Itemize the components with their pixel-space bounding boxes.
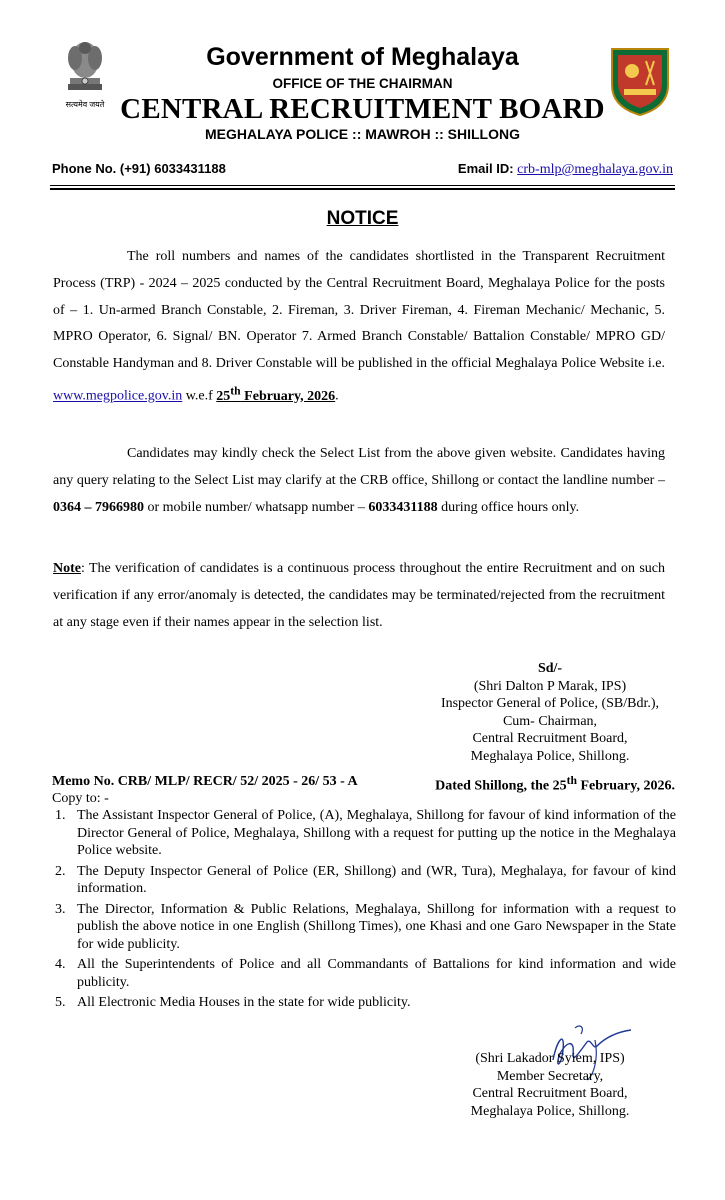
copy-item-number: 1.: [55, 808, 66, 823]
copy-item-number: 5.: [55, 995, 66, 1010]
email-label: Email ID:: [457, 161, 518, 176]
ashoka-emblem-icon: [60, 36, 110, 98]
memo-date-prefix: Dated Shillong, the 25: [435, 778, 567, 794]
note-paragraph: [53, 556, 665, 636]
signatory1-designation: Inspector General of Police, (SB/Bdr.),: [440, 696, 660, 711]
landline-number: 0364 – 7966980: [53, 499, 144, 515]
sd-mark: Sd/-: [537, 661, 563, 676]
copy-item-number: 4.: [55, 957, 66, 972]
copy-item: [52, 863, 676, 898]
signatory1-role: Cum- Chairman,: [502, 713, 598, 729]
signatory2-designation: Member Secretary,: [496, 1068, 604, 1084]
notice-paragraph-2: [53, 441, 665, 521]
memo-date-suffix: February, 2026.: [577, 778, 675, 794]
copy-to-label: Copy to: -: [52, 791, 109, 806]
signatory1-org: Central Recruitment Board,: [472, 731, 628, 746]
signatory-member-secretary: [420, 1050, 680, 1120]
header-divider: [50, 185, 675, 186]
mobile-number: 6033431188: [368, 499, 438, 515]
police-badge-icon: [608, 45, 672, 117]
email-link[interactable]: crb-mlp@meghalaya.gov.in: [517, 162, 673, 177]
copy-item-text: All the Superintendents of Police and all Commandants of Battalions for kind information and wide publicity.: [77, 957, 676, 990]
note-label: Note: [53, 561, 81, 576]
p2-text-1: Candidates may kindly check the Select List from the above given website. Candidates having any query relating to the Select List may clarify at the CRB office, Shillong or contact the landline number –: [53, 446, 665, 488]
copy-item: [52, 956, 676, 991]
phone-number: Phone No. (+91) 6033431188: [52, 161, 226, 176]
copy-item-text: The Deputy Inspector General of Police (ER, Shillong) and (WR, Tura), Meghalaya, for favour of kind information.: [77, 863, 676, 896]
header-location: MEGHALAYA POLICE :: MAWROH :: SHILLONG: [205, 126, 520, 142]
signatory-chairman: [420, 660, 680, 765]
header-government: Government of Meghalaya: [206, 43, 519, 71]
email-block: [458, 161, 673, 178]
p2-text-3: during office hours only.: [437, 499, 580, 515]
header-office: OFFICE OF THE CHAIRMAN: [272, 76, 453, 91]
copy-item: [52, 901, 676, 954]
memo-date: [435, 774, 675, 795]
notice-paragraph-1: [53, 244, 665, 410]
header-board: CENTRAL RECRUITMENT BOARD: [120, 93, 605, 125]
p1-wef: w.e.f: [182, 388, 217, 404]
p2-text-2: or mobile number/ whatsapp number –: [144, 499, 369, 515]
copy-item-text: The Assistant Inspector General of Police, (A), Meghalaya, Shillong for favour of kind information of the Director General of Police, Meghalaya, Shillong with a request for putting up the notice in the Meghalaya Police website.: [77, 808, 676, 858]
national-emblem: [60, 36, 110, 110]
copy-item: [52, 807, 676, 860]
signatory1-name: (Shri Dalton P Marak, IPS): [473, 678, 627, 694]
memo-date-sup: th: [566, 774, 577, 787]
copy-item-text: All Electronic Media Houses in the state for wide publicity.: [77, 995, 411, 1010]
signatory2-place: Meghalaya Police, Shillong.: [470, 1103, 630, 1119]
copy-item-number: 2.: [55, 863, 66, 879]
copy-item: [52, 994, 676, 1012]
website-link[interactable]: www.megpolice.gov.in: [53, 388, 183, 404]
copy-item-number: 3.: [55, 901, 66, 917]
p1-date-sup: th: [230, 383, 241, 397]
copy-item-text: The Director, Information & Public Relations, Meghalaya, Shillong for information with a request to publish the above notice in one English (Shillong Times), one Khasi and one Garo Newspaper in the State for wide publicity.: [77, 901, 676, 952]
meghalaya-police-emblem: [608, 45, 672, 117]
memo-number: Memo No. CRB/ MLP/ RECR/ 52/ 2025 - 26/ 53 - A: [52, 774, 358, 789]
signatory1-place: Meghalaya Police, Shillong.: [470, 748, 630, 764]
note-text: : The verification of candidates is a continuous process throughout the entire Recruitment and on such verification if any error/anomaly is detected, the candidates may be terminated/rejected from the recruitment at any stage even if their names appear in the selection list.: [53, 561, 665, 630]
p1-end: .: [335, 388, 339, 404]
signatory2-name: (Shri Lakador Syiem, IPS): [475, 1051, 625, 1066]
signatory2-org: Central Recruitment Board,: [472, 1086, 628, 1101]
p1-date-rest: February, 2026: [240, 388, 336, 404]
copy-list: [52, 807, 676, 1015]
notice-title: NOTICE: [326, 208, 399, 229]
p1-date-day: 25: [216, 388, 231, 404]
header-divider-thick: [50, 188, 675, 190]
p1-text: The roll numbers and names of the candidates shortlisted in the Transparent Recruitment Process (TRP) - 2024 – 2025 conducted by the Central Recruitment Board, Meghalaya Police for the posts of – 1. Un-armed Branch Constable, 2. Fireman, 3. Driver Fireman, 4. Fireman Mechanic/ Mechanic, 5. MPRO Operator, 6. Signal/ BN. Operator 7. Armed Branch Constable/ Battalion Constable/ MPRO GD/ Constable Handyman and 8. Driver Constable will be published in the official Meghalaya Police Website i.e.: [53, 249, 665, 372]
emblem-motto: सत्यमेव जयते: [65, 100, 105, 109]
